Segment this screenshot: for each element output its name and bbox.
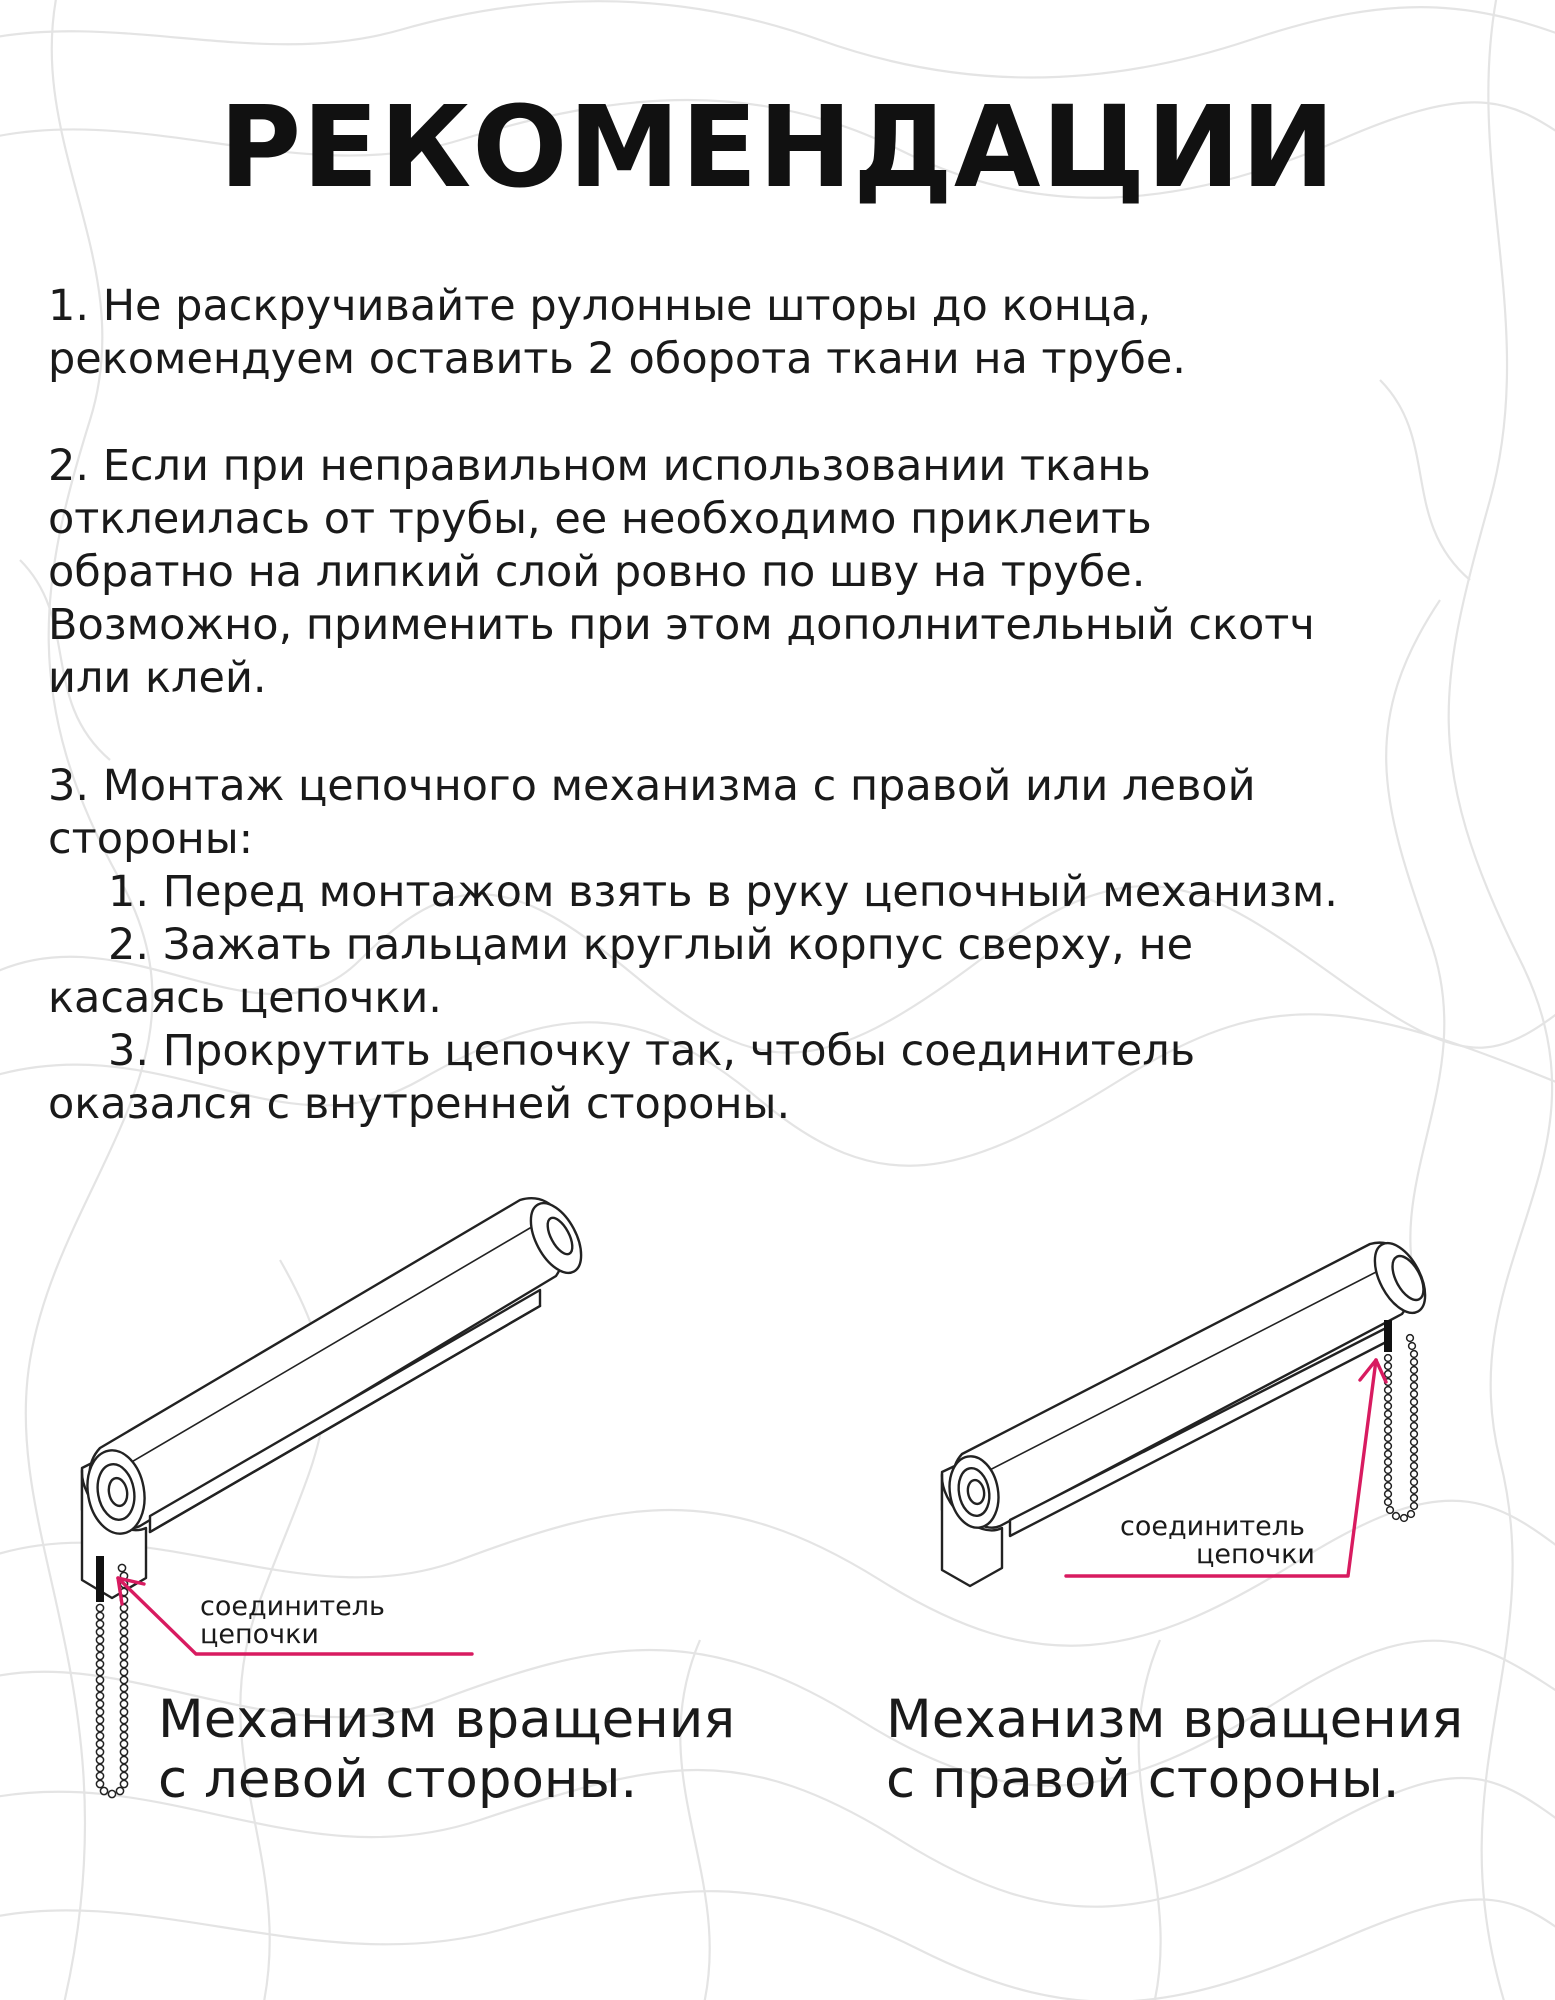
left-caption-line: с левой стороны.: [158, 1749, 638, 1810]
recommendation-3-line: стороны:: [48, 814, 254, 864]
recommendation-3-step-continuation: оказался с внутренней стороны.: [48, 1079, 791, 1129]
right-connector-label-line: соединитель: [1120, 1511, 1305, 1542]
recommendation-3: [48, 760, 1528, 1131]
recommendation-3-step-continuation: касаясь цепочки.: [48, 973, 442, 1023]
left-roller-tube: [89, 1198, 566, 1528]
right-connector-label-line: цепочки: [1196, 1539, 1315, 1570]
right-roller-tube: [953, 1243, 1412, 1528]
recommendation-3-step: 2. Зажать пальцами круглый корпус сверху, не: [108, 920, 1194, 970]
recommendation-3-line: 3. Монтаж цепочного механизма с правой или левой: [48, 761, 1256, 811]
recommendation-3-step: 1. Перед монтажом взять в руку цепочный механизм.: [108, 867, 1338, 917]
recommendation-2-line: или клей.: [48, 653, 267, 703]
recommendation-2: [48, 440, 1528, 705]
right-chain-connector: [1384, 1320, 1392, 1352]
left-chain-connector: [96, 1556, 104, 1602]
recommendation-1-line: рекомендуем оставить 2 оборота ткани на трубе.: [48, 334, 1186, 384]
right-bead-chain: [1385, 1335, 1418, 1522]
right-caption-line: Механизм вращения: [886, 1689, 1464, 1750]
left-connector-label-line: соединитель: [200, 1591, 385, 1622]
right-caption-line: с правой стороны.: [886, 1749, 1400, 1810]
recommendation-3-step: 3. Прокрутить цепочку так, чтобы соединитель: [108, 1026, 1196, 1076]
recommendation-1-line: 1. Не раскручивайте рулонные шторы до конца,: [48, 281, 1152, 331]
recommendation-2-line: обратно на липкий слой ровно по шву на трубе.: [48, 547, 1146, 597]
left-connector-label-line: цепочки: [200, 1619, 319, 1650]
page-title: РЕКОМЕНДАЦИИ: [219, 83, 1336, 213]
recommendation-1: [48, 280, 1528, 386]
recommendation-2-line: Возможно, применить при этом дополнительный скотч: [48, 600, 1315, 650]
recommendation-2-line: 2. Если при неправильном использовании ткань: [48, 441, 1151, 491]
left-caption-line: Механизм вращения: [158, 1689, 736, 1750]
recommendation-2-line: отклеилась от трубы, ее необходимо приклеить: [48, 494, 1152, 544]
